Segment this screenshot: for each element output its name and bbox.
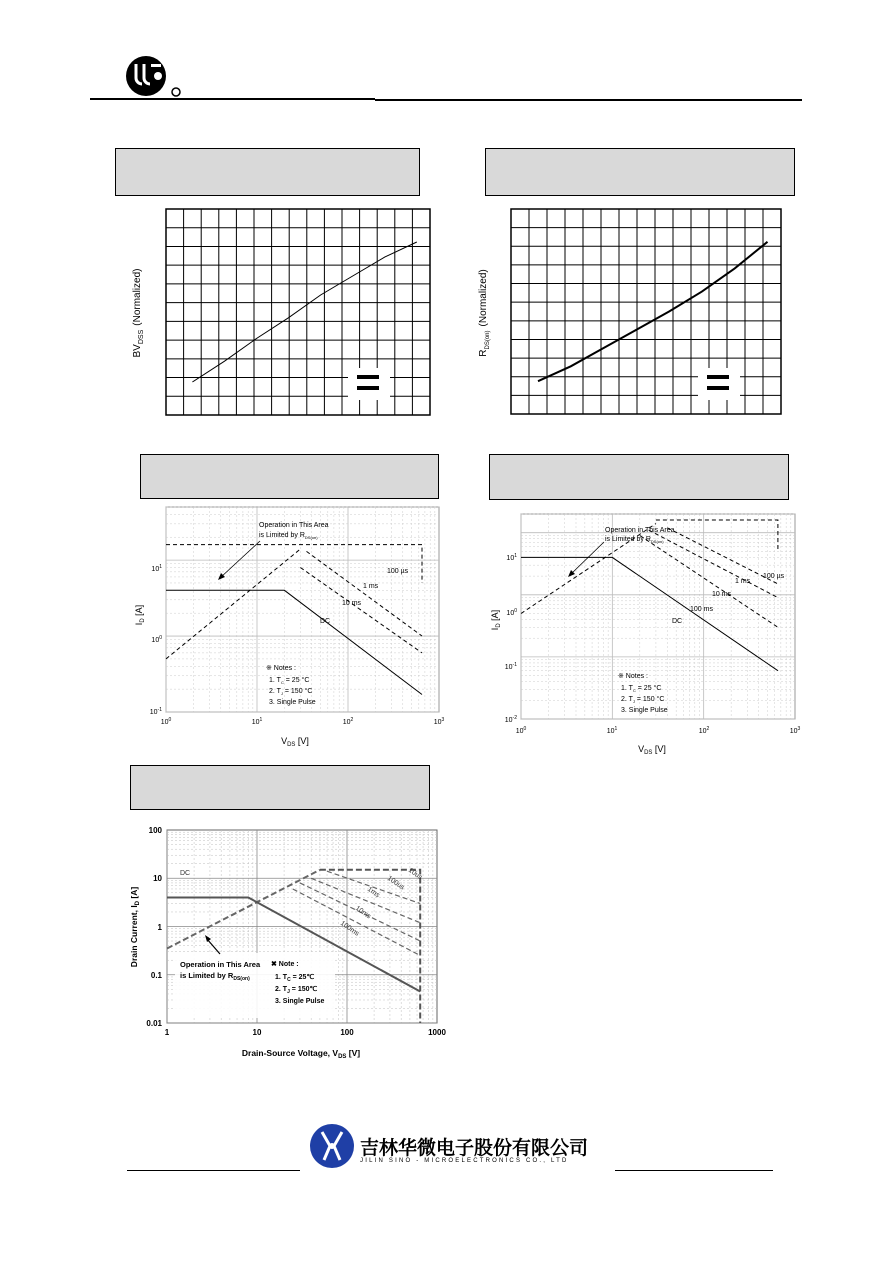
soa1-ytick — [151, 564, 162, 573]
soa2-ytick-base: 10 — [504, 664, 513, 671]
soa1-ytick-exp: 0 — [159, 635, 162, 641]
soa3-note-2-sub: J — [287, 989, 290, 995]
soa1-ylabel-main: I — [134, 622, 144, 626]
header-divider — [90, 98, 375, 100]
rdson-legend-mark-2 — [707, 386, 729, 390]
soa1-xtick-base: 10 — [433, 719, 442, 726]
soa1-note-2-main: 2. T — [269, 688, 281, 695]
soa2-ytick — [505, 662, 517, 671]
soa3-note-1-sub: C — [287, 977, 291, 983]
soa3-chart — [125, 823, 445, 1063]
soa2-ytick-base: 10 — [504, 717, 513, 724]
soa1-ylabel-sub: D — [140, 618, 146, 623]
soa2-chart — [480, 508, 800, 763]
soa3-note-2-main: 2. T — [275, 986, 288, 993]
soa2-label-10ms: 10 ms — [712, 591, 732, 598]
soa2-notes-title: ※ Notes : — [618, 673, 648, 680]
bvdss-grid — [166, 209, 430, 415]
soa2-xtick-exp: 0 — [523, 726, 527, 732]
soa3-op-note-2-sub: DS(on) — [233, 976, 250, 982]
soa1-ytick-exp: -1 — [157, 707, 162, 713]
bvdss-legend-mark-2 — [357, 386, 379, 390]
soa2-xtick — [607, 726, 618, 735]
soa1-xtick — [343, 717, 354, 726]
soa2-ytick — [506, 553, 517, 562]
soa1-note-2 — [269, 687, 312, 696]
soa1-xtick-exp: 3 — [441, 717, 445, 723]
soa1-xlabel-rest: [V] — [295, 736, 309, 746]
footer-logo — [308, 1122, 356, 1170]
soa3-xlabel-main: Drain-Source Voltage, V — [241, 1048, 339, 1058]
soa3-ylabel-main: Drain Current, I — [129, 905, 139, 968]
soa1-op-note-2-main: is Limited by R — [259, 532, 305, 539]
soa1-ytick-base: 10 — [151, 566, 160, 573]
soa2-ytick-exp: -2 — [512, 715, 517, 721]
soa2-ytick-base: 10 — [506, 555, 515, 562]
soa2-label-100ms: 100 ms — [690, 606, 713, 613]
soa2-xtick-exp: 2 — [706, 726, 710, 732]
soa1-xtick-base: 10 — [342, 719, 351, 726]
soa2-ytick — [505, 715, 517, 724]
soa2-xtick-base: 10 — [789, 728, 798, 735]
soa1-ytick — [151, 635, 162, 644]
soa3-plot — [125, 823, 445, 1063]
soa3-xtick: 100 — [340, 1028, 354, 1037]
soa2-note-1-main: 1. T — [621, 685, 633, 692]
soa2-note-2-main: 2. T — [621, 696, 633, 703]
soa3-ytick: 10 — [153, 874, 162, 883]
soa3-ylabel — [129, 887, 141, 968]
soa2-ytick-base: 10 — [506, 610, 515, 617]
bvdss-ylabel-rest: (Normalized) — [132, 268, 143, 326]
soa1-ylabel — [134, 605, 146, 625]
soa2-op-note-1: Operation in This Area — [605, 527, 675, 534]
soa1-yticks — [150, 564, 162, 716]
soa2-xtick-exp: 3 — [797, 726, 801, 732]
footer-line-left — [127, 1170, 300, 1171]
soa1-note-1-sub: C — [280, 680, 284, 685]
rdson-ylabel-main: R — [478, 349, 489, 357]
soa2-note-2 — [621, 695, 664, 704]
soa1-xlabel-sub: DS — [287, 742, 296, 748]
soa1-xtick — [252, 717, 263, 726]
rdson-ylabel-rest: (Normalized) — [478, 269, 489, 327]
soa3-ytick: 1 — [157, 923, 162, 932]
soa1-xtick-exp: 1 — [259, 717, 263, 723]
bvdss-plot — [120, 205, 440, 420]
footer-company-en: JILIN SINO - MICROELECTRONICS CO., LTD — [360, 1158, 569, 1164]
soa1-xtick-exp: 2 — [350, 717, 354, 723]
soa2-xlabel-main: V — [638, 744, 645, 754]
soa1-xtick-exp: 0 — [168, 717, 172, 723]
soa2-note-2-sub: J — [632, 699, 635, 704]
soa1-xtick-base: 10 — [251, 719, 260, 726]
soa2-xtick-base: 10 — [606, 728, 615, 735]
soa3-note-3: 3. Single Pulse — [275, 998, 325, 1005]
soa3-ytick: 0.01 — [146, 1019, 162, 1028]
soa3-yticks — [146, 826, 162, 1028]
rdson-legend-box — [698, 368, 740, 400]
soa1-xticks — [161, 717, 445, 726]
soa2-ylabel — [490, 610, 502, 630]
soa3-ytick: 0.1 — [150, 971, 162, 980]
chart-title-box-5 — [130, 765, 430, 810]
soa1-note-1 — [269, 676, 309, 685]
soa3-ylabel-rest: [A] — [129, 886, 139, 901]
jsmc-logo-icon — [124, 52, 184, 98]
soa3-xlabel-rest: [V] — [346, 1048, 361, 1058]
rdson-ylabel-sub: DS(on) — [485, 330, 491, 350]
rdson-chart — [470, 205, 790, 420]
footer-line-right — [615, 1170, 773, 1171]
soa2-xtick — [516, 726, 527, 735]
soa3-note-1-main: 1. T — [275, 974, 288, 981]
soa1-label-10ms: 10 ms — [342, 600, 362, 607]
chart-title-box-2 — [485, 148, 795, 196]
soa2-ytick-exp: -1 — [512, 662, 517, 668]
jilin-sino-logo-icon — [308, 1122, 356, 1170]
soa3-notes-title: ✖ Note : — [271, 961, 299, 968]
soa1-note-1-main: 1. T — [269, 677, 281, 684]
soa1-xtick — [161, 717, 172, 726]
soa2-note-1-sub: C — [632, 688, 636, 693]
soa2-xlabel-sub: DS — [644, 750, 653, 756]
soa2-xtick — [699, 726, 710, 735]
soa1-op-note-1: Operation in This Area — [259, 522, 329, 529]
soa2-xticks — [516, 726, 801, 735]
soa1-note-2-rest: = 150 °C — [282, 688, 313, 695]
soa1-xlabel — [281, 736, 309, 748]
soa2-plot — [480, 508, 800, 763]
soa3-label-100us: 100us — [385, 874, 406, 892]
chart-title-box-1 — [115, 148, 420, 196]
soa3-xticks — [165, 1028, 447, 1037]
bvdss-ylabel-main: BV — [132, 344, 143, 358]
bvdss-ylabel-sub: DSS — [138, 329, 145, 345]
rdson-grid — [511, 209, 781, 414]
soa1-note-1-rest: = 25 °C — [283, 677, 310, 684]
soa2-label-100us: 100 µs — [763, 573, 785, 580]
soa2-yticks — [505, 553, 517, 724]
soa2-xtick-base: 10 — [698, 728, 707, 735]
soa3-op-note-2-main: is Limited by R — [180, 971, 234, 980]
soa3-ylabel-sub: D — [135, 900, 141, 906]
soa2-note-2-rest: = 150 °C — [634, 696, 665, 703]
soa1-ytick-base: 10 — [151, 637, 160, 644]
soa1-ytick-exp: 1 — [159, 564, 162, 570]
soa2-ytick-exp: 1 — [514, 553, 517, 559]
soa1-ytick — [150, 707, 162, 716]
soa3-xlabel — [242, 1048, 360, 1060]
soa3-op-note-1: Operation in This Area — [180, 960, 261, 969]
soa1-ylabel-rest: [A] — [134, 604, 144, 619]
chart-title-box-4 — [489, 454, 789, 500]
rdson-plot — [470, 205, 790, 420]
soa1-label-100us: 100 µs — [387, 568, 409, 575]
soa2-label-dc: DC — [672, 618, 683, 625]
soa2-ylabel-rest: [A] — [490, 609, 500, 624]
grid-frame — [511, 209, 781, 414]
soa2-op-note-2-sub: DS(on) — [650, 539, 664, 544]
soa1-ytick-base: 10 — [149, 709, 158, 716]
bvdss-ylabel — [132, 269, 145, 358]
soa2-ylabel-main: I — [490, 627, 500, 631]
soa1-plot — [130, 503, 450, 758]
soa2-xtick-exp: 1 — [614, 726, 618, 732]
soa2-note-1 — [621, 684, 661, 693]
rdson-ylabel — [478, 269, 491, 356]
bvdss-chart — [120, 205, 440, 420]
soa2-xtick-base: 10 — [515, 728, 524, 735]
chart-title-box-3 — [140, 454, 439, 499]
soa2-op-note-2-main: is Limited by R — [605, 536, 651, 543]
soa1-label-dc: DC — [320, 618, 331, 625]
soa2-xtick — [790, 726, 801, 735]
bvdss-legend-mark — [357, 375, 379, 379]
soa3-xlabel-sub: DS — [338, 1054, 347, 1060]
soa3-note-1-rest: = 25℃ — [290, 974, 315, 981]
soa1-xlabel-main: V — [281, 736, 288, 746]
header-logo — [124, 52, 184, 98]
soa3-xtick: 1000 — [428, 1028, 446, 1037]
soa3-label-100ms: 100ms — [338, 919, 361, 938]
soa1-note-3: 3. Single Pulse — [269, 699, 316, 706]
soa2-label-1ms: 1 ms — [735, 578, 751, 585]
grid-frame — [166, 209, 430, 415]
soa2-ytick-exp: 0 — [514, 608, 517, 614]
soa3-note-2-rest: = 150℃ — [289, 986, 318, 993]
soa1-notes-title: ※ Notes : — [266, 665, 296, 672]
soa3-ytick: 100 — [148, 826, 162, 835]
soa2-note-3: 3. Single Pulse — [621, 707, 668, 714]
soa1-xtick — [434, 717, 445, 726]
footer-company-cn: 吉林华微电子股份有限公司 — [360, 1137, 589, 1159]
soa3-xtick: 10 — [252, 1028, 262, 1037]
soa1-note-2-sub: J — [280, 691, 283, 696]
soa2-ylabel-sub: D — [496, 623, 502, 628]
soa2-xlabel — [638, 744, 666, 756]
soa3-label-dc: DC — [180, 870, 191, 877]
soa1-label-1ms: 1 ms — [363, 583, 379, 590]
rdson-legend-mark — [707, 375, 729, 379]
header-divider-right — [375, 99, 802, 101]
soa1-xtick-base: 10 — [160, 719, 169, 726]
soa3-label-10us: 10us — [406, 866, 424, 882]
soa3-label-10ms: 10ms — [353, 904, 372, 921]
bvdss-legend-box — [348, 368, 390, 400]
soa2-xlabel-rest: [V] — [652, 744, 666, 754]
soa2-note-1-rest: = 25 °C — [635, 685, 662, 692]
soa3-label-1ms: 1ms — [365, 885, 381, 900]
soa3-xtick: 1 — [164, 1028, 170, 1037]
soa1-op-note-2-sub: DS(on) — [304, 535, 318, 540]
soa1-chart — [130, 503, 450, 758]
soa2-ytick — [506, 608, 517, 617]
